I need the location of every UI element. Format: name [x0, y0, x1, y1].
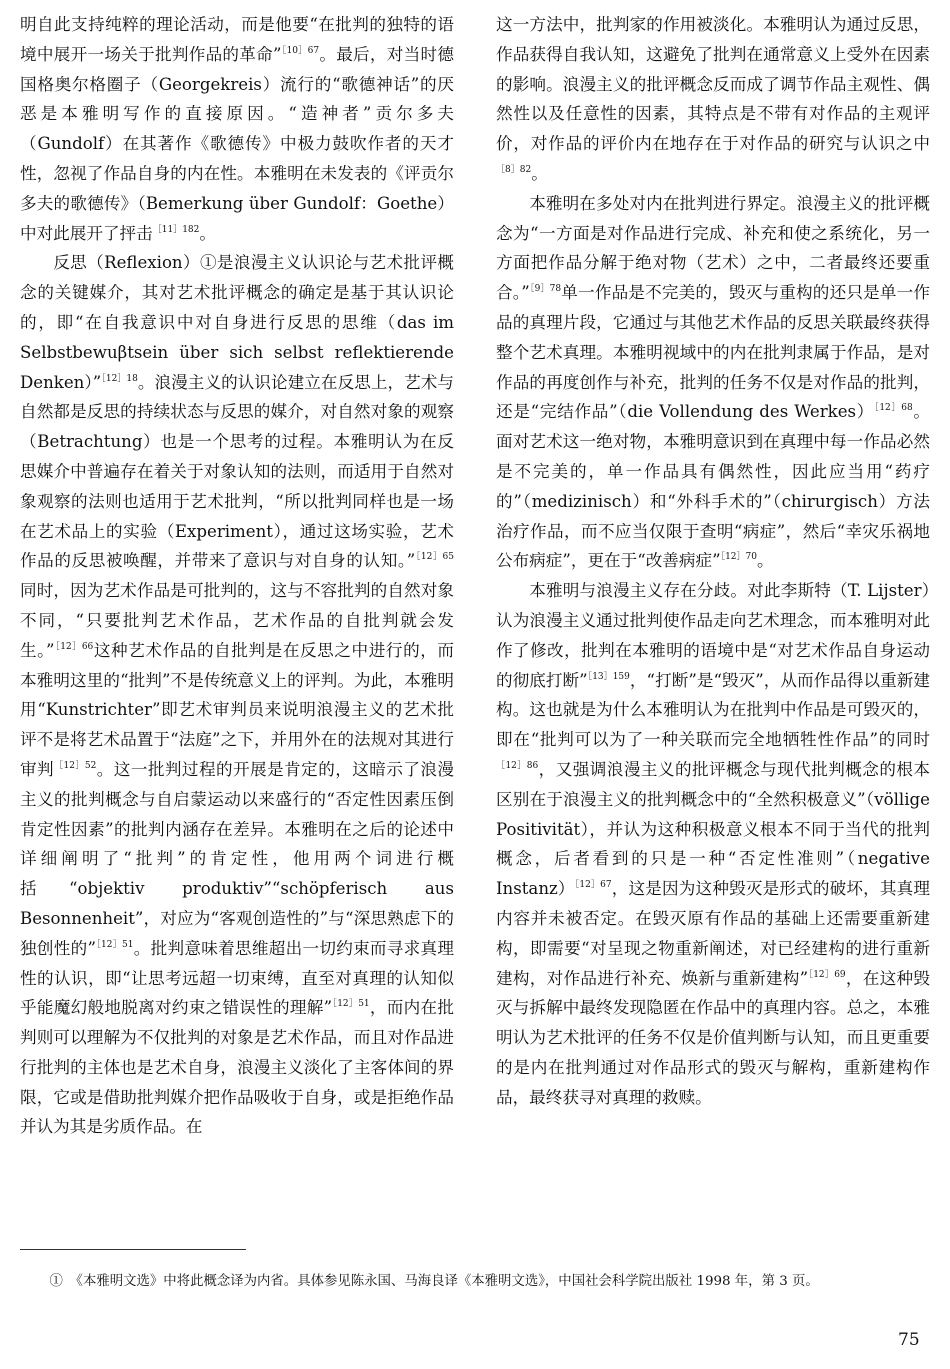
- citation: ［9］78: [529, 284, 562, 295]
- citation: ［8］82: [496, 164, 532, 175]
- citation: ［12］51: [332, 999, 370, 1010]
- paragraph: 明自此支持纯粹的理论活动，而是他要“在批判的独特的语境中展开一场关于批判作品的革命”$^{[10]67}$。最后，对当时德国格奥尔格圈子（Georgekreis）流行的“歌德神话”的厌恶是本雅明写作的直接原因。“造神者”贡尔多夫（Gundolf）在其著作《歌德传》中极力鼓吹作者的天才性，忽视了作品自身的内在性。本雅明在未发表的《评贡尔多夫的歌德传》（Bemerkung über Gundolf：Goethe）中对此展开了抨击$^{[11]182}$。: [20, 15, 455, 243]
- citation: ［12］52: [54, 760, 97, 771]
- citation: ［12］51: [95, 939, 134, 950]
- citation: ［12］18: [101, 373, 138, 384]
- footnote: ① 《本雅明文选》中将此概念译为内省。具体参见陈永国、马海良译《本雅明文选》，中国社会科学院出版社 1998 年，第 3 页。: [49, 1274, 819, 1289]
- right-column: [496, 10, 930, 1112]
- footnote-divider: [20, 1249, 246, 1250]
- citation: ［13］159: [587, 671, 630, 682]
- left-column: [20, 10, 454, 1142]
- citation: ［12］86: [496, 760, 539, 771]
- page-number: 75: [898, 1330, 920, 1350]
- paragraph: 本雅明在多处对内在批判进行界定。浪漫主义的批评概念为“一方面是对作品进行完成、补充和使之系统化，另一方面把作品分解于绝对物（艺术）之中，二者最终还要重合。”$^{[9]78}$单一作品是不完美的，毁灭与重构的还只是单一作品的真理片段，它通过与其他艺术作品的反思关联最终获得整个艺术真理。本雅明视域中的内在批判隶属于作品，是对作品的再度创作与补充，批判的任务不仅是对作品的批判，还是“完结作品”（die Vollendung des Werkes）$^{[12]68}$。面对艺术这一绝对物，本雅明意识到在真理中每一作品必然是不完美的，单一作品具有偶然性，因此应当用“药疗的”（medizinisch）和“外科手术的”（chirurgisch）方法治疗作品，而不应当仅限于查明“病症”，然后“幸灾乐祸地公布病症”，更在于“改善病症”$^{[12]70}$。: [496, 193, 931, 571]
- citation: ［11］182: [152, 224, 200, 235]
- citation: ［12］69: [808, 969, 846, 980]
- citation: ［12］70: [720, 552, 757, 563]
- citation: ［10］67: [281, 45, 320, 56]
- citation: ［12］65: [415, 552, 455, 563]
- citation: ［12］66: [54, 641, 94, 652]
- citation: ［12］68: [874, 403, 913, 414]
- citation: ［12］67: [574, 880, 612, 891]
- paragraph: 反思（Reflexion）①是浪漫主义认识论与艺术批评概念的关键媒介，其对艺术批评概念的确定是基于其认识论的，即“在自我意识中对自身进行反思的思维（das im Selbstbewuβtsein über sich selbst reflektierende Denken）”$^{[12]18}$。浪漫主义的认识论建立在反思上，艺术与自然都是反思的持续状态与反思的媒介，对自然对象的观察（Betrachtung）也是一个思考的过程。本雅明认为在反思媒介中普遍存在着关于对象认知的法则，而适用于自然对象观察的法则也适用于艺术批判，“所以批判同样也是一场在艺术品上的实验（Experiment），通过这场实验，艺术作品的反思被唤醒，并带来了意识与对自身的认知。”$^{[12]65}$同时，因为艺术作品是可批判的，这与不容批判的自然对象不同，“只要批判艺术作品，艺术作品的自批判就会发生。”$^{[12]66}$这种艺术作品的自批判是在反思之中进行的，而本雅明这里的“批判”不是传统意义上的评判。为此，本雅明用“Kunstrichter”即艺术审判员来说明浪漫主义的艺术批评不是将艺术品置于“法庭”之下，并用外在的法规对其进行审判$^{[12]52}$。这一批判过程的开展是肯定的，这暗示了浪漫主义的批判概念与自启蒙运动以来盛行的“否定性因素压倒肯定性因素”的批判内涵存在差异。本雅明在之后的论述中详细阐明了“批判”的肯定性，他用两个词进行概括“objektiv produktiv”“schöpferisch aus Besonnenheit”，对应为“客观创造性的”与“深思熟虑下的独创性的”$^{[12]51}$。批判意味着思维超出一切约束而寻求真理性的认识，即“让思考远超一切束缚，直至对真理的认知似乎能魔幻般地脱离对约束之错误性的理解”$^{[12]51}$，而内在批判则可以理解为不仅批判的对象是艺术作品，而且对作品进行批判的主体也是艺术自身，浪漫主义淡化了主客体间的界限，它或是借助批判媒介把作品吸收于自身，或是拒绝作品并认为其是劣质作品。在: [20, 253, 455, 1137]
- paragraph: 本雅明与浪漫主义存在分歧。对此李斯特（T. Lijster）认为浪漫主义通过批判使作品走向艺术理念，而本雅明对此作了修改，批判在本雅明的语境中是“对艺术作品自身运动的彻底打断”$^{[13]159}$，“打断”是“毁灭”，从而作品得以重新建构。这也就是为什么本雅明认为在批判中作品是可毁灭的，即在“批判可以为了一种关联而完全地牺牲性作品”的同时$^{[12]86}$，又强调浪漫主义的批评概念与现代批判概念的根本区别在于浪漫主义的批判概念中的“全然积极意义”（völlige Positivität），并认为这种积极意义根本不同于当代的批判概念，后者看到的只是一种“否定性准则”（negative Instanz）$^{[12]67}$，这是因为这种毁灭是形式的破坏，其真理内容并未被否定。在毁灭原有作品的基础上还需要重新建构，即需要“对呈现之物重新阐述，对已经建构的进行重新建构，对作品进行补充、焕新与重新建构”$^{[12]69}$，在这种毁灭与拆解中最终发现隐匿在作品中的真理内容。总之，本雅明认为艺术批评的任务不仅是价值判断与认知，而且更重要的是内在批判通过对作品形式的毁灭与解构，重新建构作品，最终获寻对真理的救赎。: [496, 581, 931, 1107]
- paragraph: 这一方法中，批判家的作用被淡化。本雅明认为通过反思，作品获得自我认知，这避免了批判在通常意义上受外在因素的影响。浪漫主义的批评概念反而成了调节作品主观性、偶然性以及任意性的因素，其特点是不带有对作品的主观评价，对作品的评价内在地存在于对作品的研究与认识之中$^{[8]82}$。: [496, 15, 930, 183]
